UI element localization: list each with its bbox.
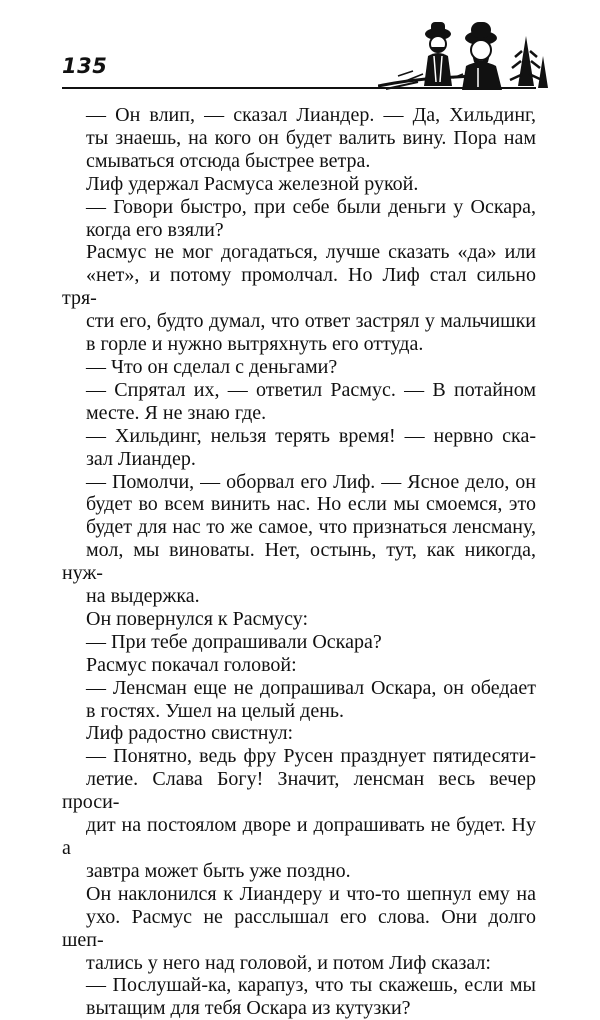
text-line-11: — Что он сделал с деньгами? [86,355,338,378]
text-line-20: на выдержка. [86,585,200,608]
text-line-32: ухо. Расмус не расслышал его слова. Они долго шеп- [62,905,536,951]
text-line-21: Он повернулся к Расмусу: [86,607,309,630]
text-line-13: месте. Я не знаю где. [86,401,267,424]
page-number: 135 [62,54,108,78]
text-line-24: — Ленсман еще не допрашивал Оскара, он обедает [86,676,536,699]
text-line-3: смываться отсюда быстрее ветра. [86,149,371,172]
text-line-19: мол, мы виноваты. Нет, остынь, тут, как никогда, нуж- [62,539,536,585]
text-line-2: ты знаешь, на кого он будет валить вину. Пора нам [86,126,536,149]
text-line-9: сти его, будто думал, что ответ застрял у мальчишки [86,310,536,333]
text-line-10: в горле и нужно вытряхнуть его оттуда. [86,333,424,356]
text-line-6: когда его взяли? [86,218,224,241]
text-line-4: Лиф удержал Расмуса железной рукой. [86,172,419,195]
page-header [0,0,600,100]
two-men-and-pines-illustration-icon [378,16,548,94]
text-line-12: — Спрятал их, — ответил Расмус. — В потайном [86,378,536,401]
text-line-28: летие. Слава Богу! Значит, ленсман весь вечер проси- [62,768,536,814]
text-line-27: — Понятно, ведь фру Русен празднует пятидесяти- [86,745,536,768]
text-line-26: Лиф радостно свистнул: [86,722,294,745]
text-line-5: — Говори быстро, при себе были деньги у Оскара, [86,195,536,218]
text-line-31: Он наклонился к Лиандеру и что-то шепнул ему на [86,882,536,905]
body-text [62,104,536,1020]
text-line-17: будет во всем винить нас. Но если мы смоемся, это [86,493,536,516]
text-line-15: зал Лиандер. [86,447,196,470]
text-line-7: Расмус не мог догадаться, лучше сказать «да» или [86,241,536,264]
text-line-1: — Он влип, — сказал Лиандер. — Да, Хильдинг, [86,104,536,126]
text-line-34: — Послушай-ка, карапуз, что ты скажешь, если мы [86,974,536,997]
text-line-16: — Помолчи, — оборвал его Лиф. — Ясное дело, он [86,470,536,493]
text-line-22: — При тебе допрашивали Оскара? [86,630,382,653]
text-line-29: дит на постоялом дворе и допрашивать не будет. Ну а [62,814,536,859]
text-line-18: будет для нас то же самое, что признаться ленсману, [86,516,536,539]
text-line-25: в гостях. Ушел на целый день. [86,699,345,722]
text-line-30: завтра может быть уже поздно. [86,859,351,882]
text-line-14: — Хильдинг, нельзя терять время! — нервно ска- [86,424,536,447]
text-line-35: вытащим для тебя Оскара из кутузки? [86,997,411,1020]
text-line-23: Расмус покачал головой: [86,653,297,676]
text-line-8: «нет», и потому промолчал. Но Лиф стал сильно тря- [62,264,536,310]
header-rule [62,87,536,89]
text-line-33: тались у него над головой, и потом Лиф сказал: [86,951,491,974]
